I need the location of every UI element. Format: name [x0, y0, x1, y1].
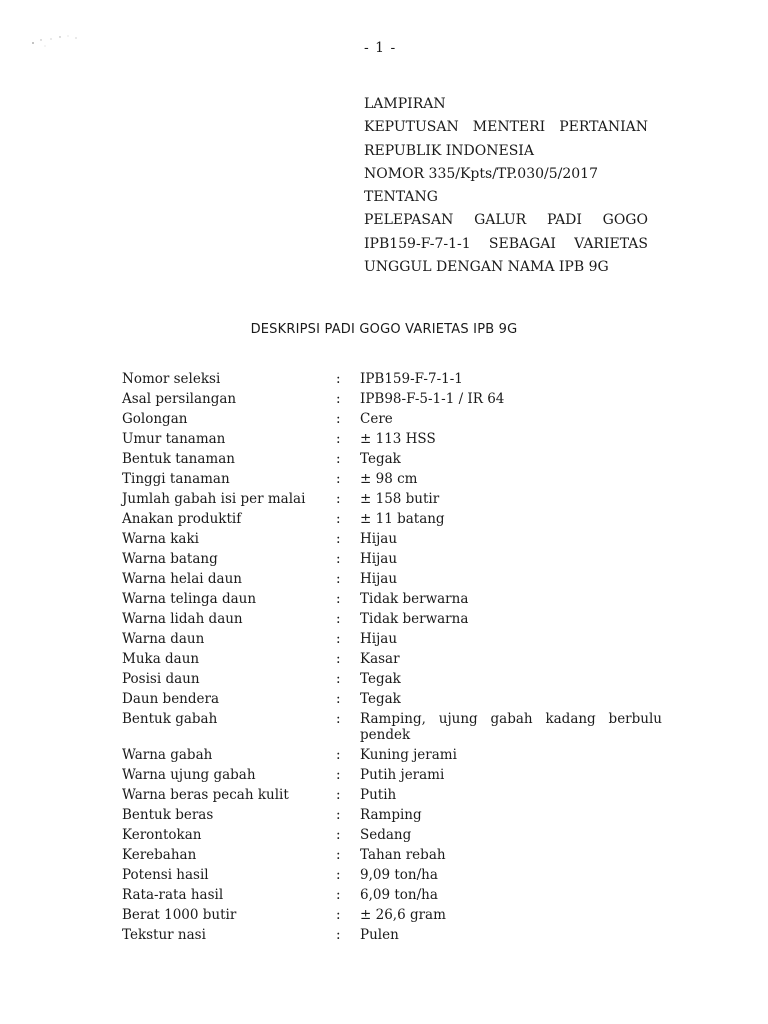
spec-value: Tegak [360, 691, 401, 707]
header-line [364, 209, 648, 232]
header-word: MENTERI [472, 119, 546, 136]
header-word: PERTANIAN [559, 119, 648, 136]
spec-separator: : [336, 631, 341, 647]
spec-separator: : [336, 551, 341, 567]
spec-label: Warna telinga daun [122, 591, 257, 607]
spec-value: Pulen [360, 927, 399, 943]
spec-value: Tegak [360, 451, 401, 467]
header-word: KEPUTUSAN [364, 119, 459, 136]
spec-value: 9,09 ton/ha [360, 867, 438, 883]
spec-value: Hijau [360, 531, 398, 547]
header-line [364, 186, 648, 209]
header-word: LAMPIRAN [364, 96, 446, 112]
spec-label: Golongan [122, 411, 188, 427]
spec-row [122, 785, 662, 805]
spec-separator: : [336, 711, 341, 727]
spec-separator: : [336, 927, 341, 943]
spec-label: Muka daun [122, 651, 200, 667]
spec-label: Potensi hasil [122, 867, 209, 883]
spec-separator: : [336, 591, 341, 607]
spec-separator: : [336, 571, 341, 587]
header-line [364, 93, 648, 116]
spec-row [122, 765, 662, 785]
document-title: DESKRIPSI PADI GOGO VARIETAS IPB 9G [250, 322, 518, 337]
spec-value: Hijau [360, 551, 398, 567]
spec-row [122, 569, 662, 589]
spec-row [122, 845, 662, 865]
spec-separator: : [336, 827, 341, 843]
spec-value: IPB159-F-7-1-1 [360, 371, 463, 387]
spec-value: Cere [360, 411, 393, 427]
spec-value: Tidak berwarna [360, 591, 469, 607]
page-number: - 1 - [364, 40, 397, 56]
header-line [364, 140, 648, 163]
spec-value: Tidak berwarna [360, 611, 469, 627]
spec-separator: : [336, 907, 341, 923]
spec-separator: : [336, 611, 341, 627]
scan-specks [30, 30, 90, 50]
header-word: TENTANG [364, 189, 438, 206]
spec-separator: : [336, 671, 341, 687]
variety-description-table [122, 369, 662, 945]
spec-label: Kerebahan [122, 847, 197, 863]
spec-row [122, 885, 662, 905]
header-line [364, 116, 648, 139]
spec-label: Jumlah gabah isi per malai [122, 491, 306, 507]
spec-row [122, 709, 662, 745]
spec-label: Berat 1000 butir [122, 907, 237, 923]
spec-separator: : [336, 451, 341, 467]
header-word: GALUR [474, 212, 527, 229]
spec-row [122, 449, 662, 469]
header-word: UNGGUL DENGAN NAMA IPB 9G [364, 259, 609, 276]
spec-label: Bentuk gabah [122, 711, 218, 727]
spec-separator: : [336, 767, 341, 783]
spec-separator: : [336, 371, 341, 387]
spec-row [122, 589, 662, 609]
spec-label: Warna daun [122, 631, 205, 647]
spec-value: Ramping, ujung gabah kadang berbulu pendek [360, 711, 662, 743]
spec-label: Tekstur nasi [122, 927, 206, 943]
spec-value: ± 26,6 gram [360, 907, 446, 923]
spec-row [122, 805, 662, 825]
spec-label: Nomor seleksi [122, 371, 221, 387]
spec-value: ± 11 batang [360, 511, 445, 527]
spec-value: ± 158 butir [360, 491, 440, 507]
spec-label: Warna ujung gabah [122, 767, 256, 783]
spec-label: Umur tanaman [122, 431, 226, 447]
spec-label: Warna lidah daun [122, 611, 243, 627]
header-line [364, 163, 648, 186]
spec-label: Warna helai daun [122, 571, 242, 587]
spec-value: ± 113 HSS [360, 431, 436, 447]
spec-value: IPB98-F-5-1-1 / IR 64 [360, 391, 505, 407]
spec-row [122, 629, 662, 649]
header-word: IPB159-F-7-1-1 [364, 235, 471, 252]
header-word: REPUBLIK INDONESIA [364, 142, 534, 159]
header-line [364, 256, 648, 279]
spec-label: Warna gabah [122, 747, 213, 763]
spec-row [122, 549, 662, 569]
spec-value: Sedang [360, 827, 412, 843]
header-word: GOGO [602, 212, 648, 229]
spec-value: 6,09 ton/ha [360, 887, 438, 903]
header-word: VARIETAS [574, 235, 648, 252]
spec-label: Bentuk beras [122, 807, 214, 823]
spec-row [122, 369, 662, 389]
spec-label: Tinggi tanaman [122, 471, 230, 487]
spec-row [122, 825, 662, 845]
spec-label: Posisi daun [122, 671, 200, 687]
spec-value: Kasar [360, 651, 400, 667]
header-word: SEBAGAI [488, 235, 556, 252]
spec-row [122, 745, 662, 765]
spec-value: Tahan rebah [360, 847, 446, 863]
spec-label: Anakan produktif [122, 511, 242, 527]
spec-row [122, 509, 662, 529]
spec-separator: : [336, 411, 341, 427]
spec-label: Warna beras pecah kulit [122, 787, 289, 803]
spec-value: Hijau [360, 571, 398, 587]
spec-label: Warna kaki [122, 531, 199, 547]
header-word: PELEPASAN [364, 212, 454, 229]
spec-separator: : [336, 787, 341, 803]
spec-label: Daun bendera [122, 691, 220, 707]
spec-separator: : [336, 391, 341, 407]
attachment-header [364, 93, 648, 279]
spec-separator: : [336, 531, 341, 547]
spec-separator: : [336, 807, 341, 823]
spec-row [122, 489, 662, 509]
spec-separator: : [336, 887, 341, 903]
spec-value: ± 98 cm [360, 471, 418, 487]
header-word: NOMOR 335/Kpts/TP.030/5/2017 [364, 165, 598, 182]
spec-value: Tegak [360, 671, 401, 687]
spec-value: Putih jerami [360, 767, 445, 783]
spec-row [122, 865, 662, 885]
spec-separator: : [336, 431, 341, 447]
spec-row [122, 529, 662, 549]
spec-separator: : [336, 511, 341, 527]
spec-label: Asal persilangan [122, 391, 237, 407]
spec-value: Putih [360, 787, 397, 803]
spec-row [122, 389, 662, 409]
header-word: PADI [546, 212, 582, 229]
spec-row [122, 409, 662, 429]
spec-row [122, 925, 662, 945]
spec-value: Kuning jerami [360, 747, 457, 763]
spec-row [122, 905, 662, 925]
spec-row [122, 689, 662, 709]
spec-separator: : [336, 491, 341, 507]
spec-label: Warna batang [122, 551, 218, 567]
spec-value: Hijau [360, 631, 398, 647]
spec-label: Rata-rata hasil [122, 887, 224, 903]
spec-separator: : [336, 867, 341, 883]
spec-label: Kerontokan [122, 827, 202, 843]
spec-row [122, 609, 662, 629]
spec-separator: : [336, 847, 341, 863]
spec-separator: : [336, 471, 341, 487]
spec-value: Ramping [360, 807, 422, 823]
spec-separator: : [336, 747, 341, 763]
spec-separator: : [336, 691, 341, 707]
spec-label: Bentuk tanaman [122, 451, 235, 467]
spec-row [122, 649, 662, 669]
header-line [364, 233, 648, 256]
spec-row [122, 429, 662, 449]
spec-separator: : [336, 651, 341, 667]
spec-row [122, 669, 662, 689]
spec-row [122, 469, 662, 489]
